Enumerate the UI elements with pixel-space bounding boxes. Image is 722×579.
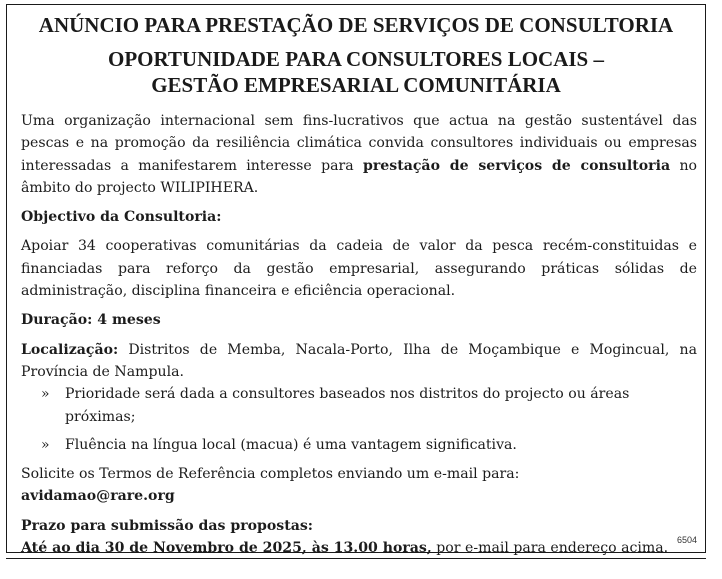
location-label: Localização:: [21, 341, 119, 358]
bullet-text: Fluência na língua local (macua) é uma vantagem significativa.: [65, 436, 517, 453]
objective-heading: Objectivo da Consultoria:: [21, 209, 222, 226]
duration-line: Duração: 4 meses: [21, 312, 161, 329]
ad-reference-number: 6504: [676, 535, 697, 545]
location-bullet-2: [21, 434, 697, 456]
objective-text: Apoiar 34 cooperativas comunitárias da cadeia de valor da pesca recém-constituidas e financiadas para reforço da gestão empresarial, assegurando práticas sólidas de administração, disciplina financeira e eficiência operacional.: [21, 238, 697, 300]
advertisement-box: [6, 4, 706, 557]
deadline-text: [21, 537, 697, 559]
bullet-mark: »: [41, 436, 50, 453]
deadline-date: Até ao dia 30 de Novembro de 2025, às 13.00 horas,: [21, 540, 432, 557]
deadline-rest: por e-mail para endereço acima.: [431, 540, 669, 557]
deadline-heading: Prazo para submissão das propostas:: [21, 517, 314, 534]
contact-text: Solicite os Termos de Referência completos enviando um e-mail para:: [21, 466, 520, 483]
intro-text-b: no âmbito do projecto WILIPIHERA.: [21, 157, 698, 196]
headline-title: ANÚNCIO PARA PRESTAÇÃO DE SERVIÇOS DE CONSULTORIA: [38, 13, 674, 37]
location-paragraph: [21, 339, 697, 384]
bullet-mark: »: [41, 386, 50, 403]
next-ad-border: [6, 558, 706, 579]
location-bullet-1: [21, 383, 697, 428]
location-text: Distritos de Memba, Nacala-Porto, Ilha de Moçambique e Mogincual, na Província de Nampula.: [21, 341, 697, 380]
headline-subtitle-line2: GESTÃO EMPRESARIAL COMUNITÁRIA: [151, 73, 561, 97]
headline-subtitle-line1: OPORTUNIDADE PARA CONSULTORES LOCAIS –: [108, 47, 604, 71]
intro-paragraph: [21, 110, 697, 199]
bullet-text: Prioridade será dada a consultores baseados nos distritos do projecto ou áreas próximas;: [65, 386, 630, 425]
intro-text-a: Uma organização internacional sem fins-lucrativos que actua na gestão sustentável das pescas e na promoção da resiliência climática convida consultores individuais ou empresas interessadas a manifestarem interesse para: [21, 113, 697, 174]
ad-body: [21, 110, 697, 559]
intro-text-bold: prestação de serviços de consultoria: [363, 157, 671, 174]
contact-email: avidamao@rare.org: [21, 488, 175, 505]
